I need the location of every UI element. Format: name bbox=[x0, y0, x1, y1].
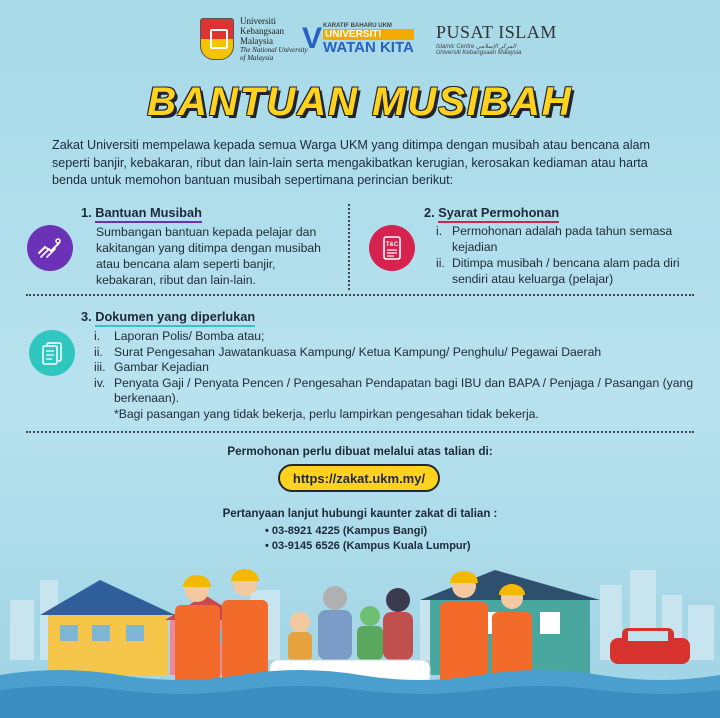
list-item bbox=[94, 360, 694, 376]
list-item-number: i. bbox=[436, 224, 443, 238]
list-item-text: Surat Pengesahan Jawatankuasa Kampung/ Ketua Kampung/ Penghulu/ Pegawai Daerah bbox=[114, 344, 602, 359]
list-item bbox=[94, 329, 694, 345]
inquiry-text: Pertanyaan lanjut hubungi kaunter zakat di talian : bbox=[222, 508, 498, 520]
section-number: 2. bbox=[424, 205, 435, 220]
watan-mid-text: UNIVERSITI bbox=[323, 29, 414, 40]
section-title-text: Syarat Permohonan bbox=[438, 205, 559, 223]
section-3-list bbox=[94, 329, 694, 422]
list-item-number: iii. bbox=[94, 360, 106, 374]
watan-kita-logo bbox=[302, 14, 414, 64]
flood-illustration bbox=[0, 560, 720, 718]
documents-icon bbox=[29, 330, 75, 376]
list-item-text: Gambar Kejadian bbox=[114, 360, 209, 374]
list-item bbox=[94, 345, 694, 361]
divider-vertical bbox=[348, 204, 350, 290]
list-item-text: Ditimpa musibah / bencana alam pada diri sendiri atau keluarga (pelajar) bbox=[452, 256, 680, 286]
divider-horizontal bbox=[26, 431, 694, 433]
list-item-text: Permohonan adalah pada tahun semasa kejadian bbox=[452, 224, 673, 254]
section-title-text: Bantuan Musibah bbox=[95, 205, 202, 223]
pusat-sub2: Universiti Kebangsaan Malaysia bbox=[436, 50, 522, 56]
pusat-sub: Islamic Centre المركز الإسلامي bbox=[436, 44, 517, 50]
pusat-islam-logo bbox=[436, 14, 557, 64]
list-item-number: i. bbox=[94, 329, 101, 343]
section-1-title bbox=[81, 205, 202, 223]
ukm-crest-icon bbox=[200, 18, 234, 60]
section-3-title bbox=[81, 309, 255, 327]
list-item bbox=[436, 255, 701, 287]
terms-icon-label: T&C bbox=[385, 242, 399, 248]
online-application-text: Permohonan perlu dibuat melalui atas talian di: bbox=[227, 444, 493, 458]
ukm-tagline: The National University bbox=[240, 46, 308, 54]
logo-bar bbox=[0, 14, 720, 64]
family-victims bbox=[288, 586, 413, 662]
ukm-name-line: Kebangsaan bbox=[240, 26, 284, 36]
section-number: 3. bbox=[81, 309, 92, 324]
yellow-house bbox=[40, 580, 175, 675]
list-item-number: ii. bbox=[436, 256, 445, 270]
list-item-number: ii. bbox=[94, 344, 103, 359]
section-number: 1. bbox=[81, 205, 92, 220]
ukm-logo bbox=[200, 14, 308, 64]
section-title-text: Dokumen yang diperlukan bbox=[95, 309, 255, 327]
phone-list bbox=[265, 524, 471, 554]
headline: BANTUAN MUSIBAH bbox=[147, 80, 573, 124]
helping-hands-icon bbox=[27, 225, 73, 271]
ukm-name-line: Malaysia bbox=[240, 36, 273, 46]
list-item bbox=[94, 376, 694, 407]
watan-v-icon: V bbox=[302, 22, 321, 55]
watan-top-text: KARATIF BAHARU UKM bbox=[323, 23, 392, 29]
divider-horizontal bbox=[26, 294, 694, 296]
intro-paragraph: Zakat Universiti mempelawa kepada semua Warga UKM yang ditimpa dengan musibah atau bencana alam seperti banjir, kebakaran, ribut dan lain-lain serta mengakibatkan kerugian, kerosakan kediaman atau harta benda untuk memohon bantuan musibah sepertimana perincian berikut: bbox=[52, 138, 651, 187]
phone-bangi: • 03-8921 4225 (Kampus Bangi) bbox=[265, 525, 428, 537]
zakat-url-link[interactable]: https://zakat.ukm.my/ bbox=[278, 464, 440, 492]
list-item-number: iv. bbox=[94, 375, 106, 390]
phone-kuala-lumpur: • 03-9145 6526 (Kampus Kuala Lumpur) bbox=[265, 540, 471, 552]
pusat-title: PUSAT ISLAM bbox=[436, 22, 557, 42]
section-1-text: Sumbangan bantuan kepada pelajar dan kakitangan yang ditimpa dengan musibah atau bencana alam seperti banjir, kebakaran, ribut dan lain-lain. bbox=[96, 225, 321, 287]
list-item-text: Laporan Polis/ Bomba atau; bbox=[114, 329, 265, 343]
section-2-title bbox=[424, 205, 559, 223]
ukm-tagline: of Malaysia bbox=[240, 54, 274, 62]
list-item-text: Penyata Gaji / Penyata Pencen / Pengesahan Pendapatan bagi IBU dan BAPA / Penjaga / Pasangan (yang berkenaan). bbox=[114, 375, 694, 405]
terms-document-icon bbox=[369, 225, 415, 271]
section-3-note: *Bagi pasangan yang tidak bekerja, perlu lampirkan pengesahan tidak bekerja. bbox=[114, 406, 539, 421]
section-2-list bbox=[436, 223, 701, 287]
ukm-name-line: Universiti bbox=[240, 16, 276, 26]
watan-main-text: WATAN KITA bbox=[323, 39, 414, 56]
list-item bbox=[436, 223, 701, 255]
